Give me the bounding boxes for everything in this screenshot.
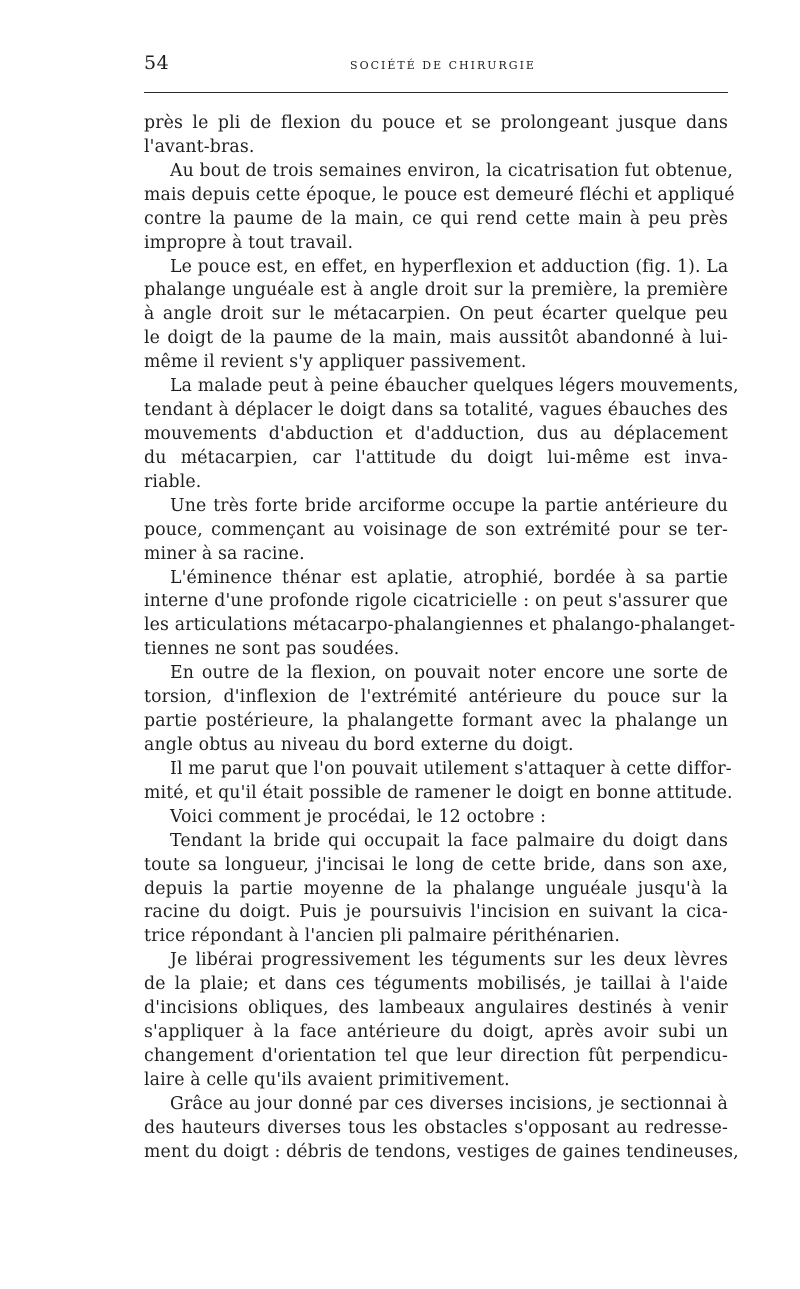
text-line: depuis la partie moyenne de la phalange unguéale jusqu'à la [144,878,728,899]
text-line: même il revient s'y appliquer passivement. [144,352,527,373]
text-line: Il me parut que l'on pouvait utilement s'attaquer à cette diffor- [170,758,732,779]
body-text [144,112,739,1165]
text-line: du métacarpien, car l'attitude du doigt lui-même est inva- [144,447,728,468]
text-line: le doigt de la paume de la main, mais aussitôt abandonné à lui- [144,328,728,349]
text-line: Au bout de trois semaines environ, la cicatrisation fut obtenue, [170,160,733,181]
text-line: mouvements d'abduction et d'adduction, dus au déplacement [144,423,728,444]
text-line: phalange unguéale est à angle droit sur la première, la première [144,280,728,301]
text-line: pouce, commençant au voisinage de son extrémité pour se ter- [144,519,728,540]
text-line: Je libérai progressivement les téguments sur les deux lèvres [170,950,728,971]
text-line: toute sa longueur, j'incisai le long de cette bride, dans son axe, [144,854,728,875]
text-line: mais depuis cette époque, le pouce est demeuré fléchi et appliqué [144,184,735,205]
running-title: SOCIÉTÉ DE CHIRURGIE [350,59,536,72]
text-line: contre la paume de la main, ce qui rend cette main à peu près [144,208,728,229]
text-line: En outre de la flexion, on pouvait noter encore une sorte de [170,663,728,684]
text-line: partie postérieure, la phalangette formant avec la phalange un [144,711,728,732]
text-line: racine du doigt. Puis je poursuivis l'incision en suivant la cica- [144,902,728,923]
text-line: impropre à tout travail. [144,232,354,253]
text-line: La malade peut à peine ébaucher quelques légers mouvements, [170,376,739,397]
text-line: miner à sa racine. [144,543,305,564]
text-line: Le pouce est, en effet, en hyperflexion et adduction (fig. 1). La [170,256,729,277]
text-line: à angle droit sur le métacarpien. On peut écarter quelque peu [144,304,728,325]
text-line: s'appliquer à la face antérieure du doigt, après avoir subi un [144,1022,728,1043]
text-line: ment du doigt : débris de tendons, vestiges de gaines tendineuses, [144,1141,739,1162]
page-header [144,52,728,93]
text-line: Grâce au jour donné par ces diverses incisions, je sectionnai à [170,1093,728,1114]
text-line: des hauteurs diverses tous les obstacles s'opposant au redresse- [144,1117,728,1138]
text-line: d'incisions obliques, des lambeaux angulaires destinés à venir [144,998,728,1019]
text-line: angle obtus au niveau du bord externe du doigt. [144,734,574,755]
text-line: les articulations métacarpo-phalangiennes et phalango-phalanget- [144,615,736,636]
text-line: riable. [144,471,202,492]
text-line: près le pli de flexion du pouce et se prolongeant jusque dans [144,113,728,133]
text-line: Voici comment je procédai, le 12 octobre : [170,806,547,827]
text-line: trice répondant à l'ancien pli palmaire périthénarien. [144,926,620,947]
text-line: Tendant la bride qui occupait la face palmaire du doigt dans [170,830,728,851]
text-line: laire à celle qu'ils avaient primitivement. [144,1069,510,1090]
text-line: L'éminence thénar est aplatie, atrophié, bordée à sa partie [170,567,728,588]
text-line: l'avant-bras. [144,136,255,157]
text-line: tiennes ne sont pas soudées. [144,639,400,660]
text-line: mité, et qu'il était possible de ramener le doigt en bonne attitude. [144,782,733,803]
text-line: Une très forte bride arciforme occupe la partie antérieure du [170,495,728,516]
text-line: tendant à déplacer le doigt dans sa totalité, vagues ébauches des [144,400,728,421]
text-line: changement d'orientation tel que leur direction fût perpendicu- [144,1045,728,1066]
text-line: interne d'une profonde rigole cicatricielle : on peut s'assurer que [144,591,728,612]
page-number: 54 [144,52,170,74]
text-line: torsion, d'inflexion de l'extrémité antérieure du pouce sur la [144,687,728,708]
text-line: de la plaie; et dans ces téguments mobilisés, je taillai à l'aide [144,974,728,995]
